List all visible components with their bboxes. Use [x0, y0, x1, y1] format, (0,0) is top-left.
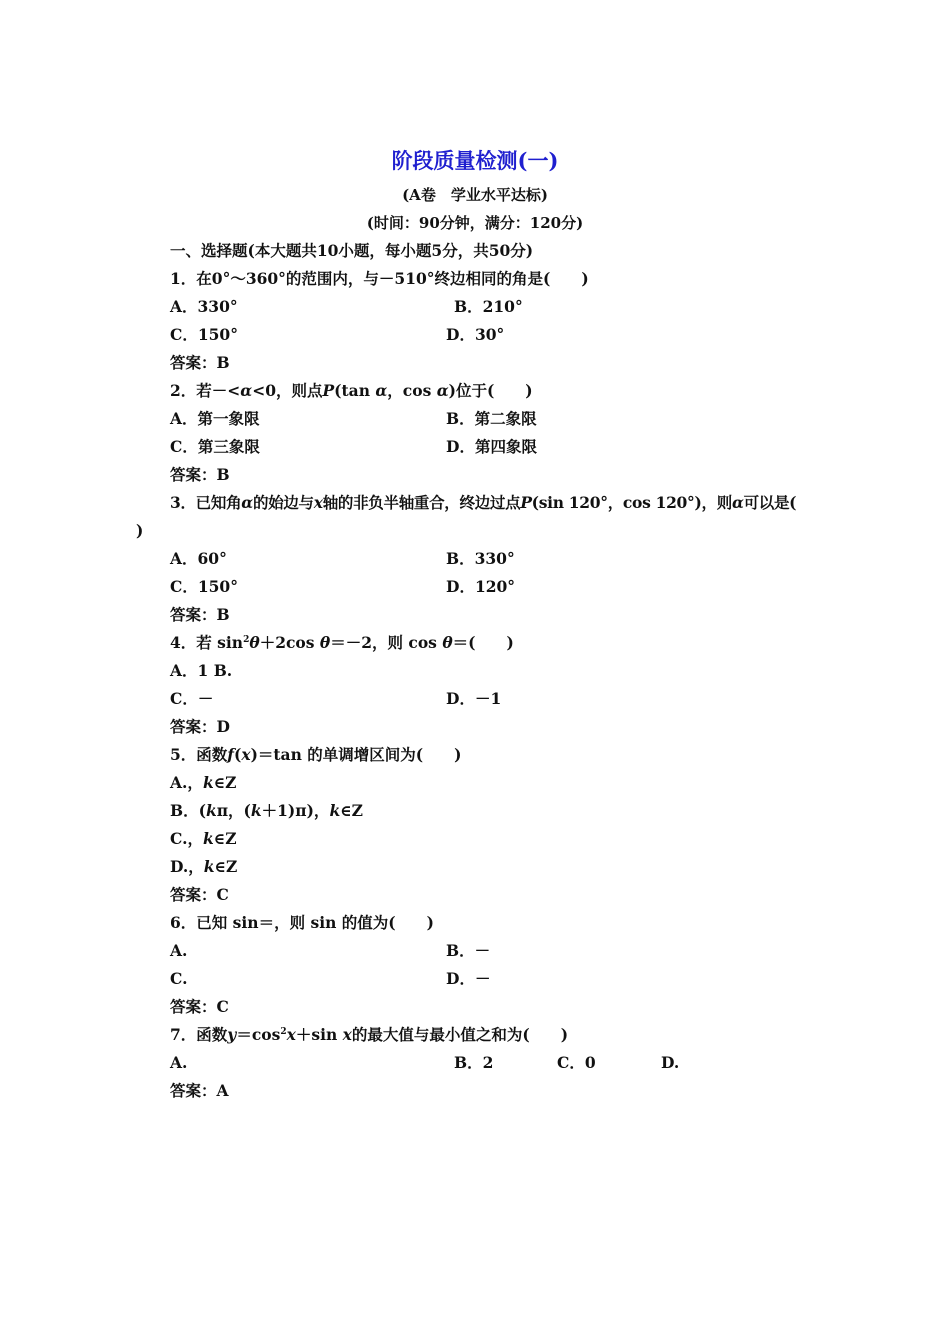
q4-option-c: C．－: [170, 689, 214, 708]
q2-answer: 答案：B: [170, 465, 230, 484]
page-title: 阶段质量检测(一): [391, 148, 559, 173]
q5-option-c: C.，k∈Z: [170, 829, 237, 848]
question-7-stem: 7．函数$y=\cos^2x+\sin$ x的最大值与最小值之和为( ): [170, 1025, 569, 1044]
q4-answer: 答案：D: [170, 717, 230, 736]
q2-option-d: D．第四象限: [446, 437, 537, 456]
q5-option-b: B．(kπ，(k＋1)π)，k∈Z: [170, 801, 363, 820]
question-6-stem: 6．已知 sin＝，则 sin 的值为( ): [170, 913, 434, 932]
q1-answer: 答案：B: [170, 353, 230, 372]
q4-option-ab: A．1 B.: [170, 661, 233, 680]
q3-answer: 答案：B: [170, 605, 230, 624]
q6-answer: 答案：C: [170, 997, 229, 1016]
question-2-stem: 2．若－<α<0，则点P(tan α，cos α)位于( ): [170, 381, 533, 400]
q2-option-c: C．第三象限: [170, 437, 260, 456]
q1-option-a: A．330°: [170, 297, 238, 316]
question-1-stem: 1．在0°～360°的范围内，与－510°终边相同的角是( ): [170, 269, 589, 288]
q6-option-a: A.: [170, 941, 188, 960]
question-3-stem-wrap: ): [136, 521, 144, 540]
q7-answer: 答案：A: [170, 1081, 229, 1100]
q3-option-a: A．60°: [170, 549, 227, 568]
section-heading: 一、选择题(本大题共10小题，每小题5分，共50分): [170, 241, 534, 260]
q2-option-a: A．第一象限: [170, 409, 260, 428]
q3-option-b: B．330°: [446, 549, 515, 568]
q7-option-b: B．2: [454, 1053, 494, 1072]
q3-option-c: C．150°: [170, 577, 238, 596]
subtitle: (A卷 学业水平达标): [402, 186, 548, 204]
q7-option-c: C．0: [557, 1053, 596, 1072]
question-5-stem: 5．函数f(x)＝tan 的单调增区间为( ): [170, 745, 462, 764]
q2-option-b: B．第二象限: [446, 409, 537, 428]
q7-option-d: D.: [661, 1053, 680, 1072]
q4-option-d: D．－1: [446, 689, 502, 708]
q6-option-c: C.: [170, 969, 188, 988]
q1-option-b: B．210°: [454, 297, 523, 316]
q5-option-a: A.，k∈Z: [170, 773, 237, 792]
q7-option-a: A.: [170, 1053, 188, 1072]
q5-answer: 答案：C: [170, 885, 229, 904]
q5-option-d: D.，k∈Z: [170, 857, 238, 876]
question-3-stem: 3．已知角α的始边与x轴的非负半轴重合，终边过点P(sin 120°，cos 120°)，则α可以是(: [170, 493, 797, 512]
q1-option-d: D．30°: [446, 325, 505, 344]
question-4-stem: 4．若 $\sin^2\theta+2\cos$ θ＝－2，则 cos θ＝( ): [170, 633, 514, 652]
q3-option-d: D．120°: [446, 577, 516, 596]
q6-option-d: D．－: [446, 969, 491, 988]
time-info: (时间：90分钟，满分：120分): [366, 214, 584, 232]
q6-option-b: B．－: [446, 941, 491, 960]
q1-option-c: C．150°: [170, 325, 238, 344]
